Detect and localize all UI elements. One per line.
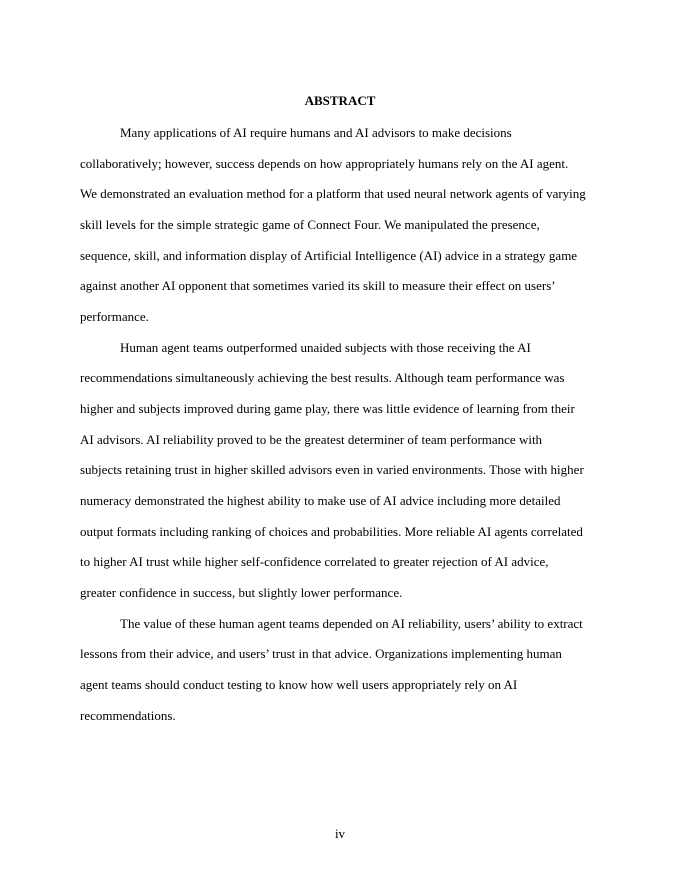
paragraph-1-line-5: sequence, skill, and information display of Artificial Intelligence (AI) advice in a strategy game <box>80 248 578 263</box>
paragraph-2-line-3: higher and subjects improved during game play, there was little evidence of learning from their <box>80 401 575 416</box>
paragraph-1-line-4: skill levels for the simple strategic game of Connect Four. We manipulated the presence, <box>80 217 540 232</box>
paragraph-3-line-4: recommendations. <box>80 708 176 723</box>
paragraph-1-line-6: against another AI opponent that sometimes varied its skill to measure their effect on users’ <box>80 278 556 293</box>
paragraph-2-line-2: recommendations simultaneously achieving the best results. Although team performance was <box>80 370 565 385</box>
paragraph-2-line-7: output formats including ranking of choices and probabilities. More reliable AI agents correlated <box>80 524 583 539</box>
paragraph-2-line-6: numeracy demonstrated the highest ability to make use of AI advice including more detailed <box>80 493 561 508</box>
paragraph-2-line-4: AI advisors. AI reliability proved to be the greatest determiner of team performance with <box>80 432 543 447</box>
paragraph-1-line-2: collaboratively; however, success depends on how appropriately humans rely on the AI agent. <box>80 156 569 171</box>
paragraph-1-line-1: Many applications of AI require humans and AI advisors to make decisions <box>120 125 512 140</box>
paragraph-3-line-3: agent teams should conduct testing to know how well users appropriately rely on AI <box>80 677 518 692</box>
abstract-title: ABSTRACT <box>304 93 376 108</box>
page-number: iv <box>334 826 346 841</box>
paragraph-2-line-9: greater confidence in success, but slightly lower performance. <box>80 585 403 600</box>
paragraph-1-line-7: performance. <box>80 309 149 324</box>
paragraph-3-line-1: The value of these human agent teams depended on AI reliability, users’ ability to extract <box>120 616 583 631</box>
paragraph-1-line-3: We demonstrated an evaluation method for a platform that used neural network agents of varying <box>80 186 586 201</box>
paragraph-2-line-1: Human agent teams outperformed unaided subjects with those receiving the AI <box>120 340 531 355</box>
paragraph-3-line-2: lessons from their advice, and users’ trust in that advice. Organizations implementing human <box>80 646 562 661</box>
paragraph-2-line-5: subjects retaining trust in higher skilled advisors even in varied environments. Those with higher <box>80 462 584 477</box>
paragraph-2-line-8: to higher AI trust while higher self-confidence correlated to greater rejection of AI advice, <box>80 554 549 569</box>
